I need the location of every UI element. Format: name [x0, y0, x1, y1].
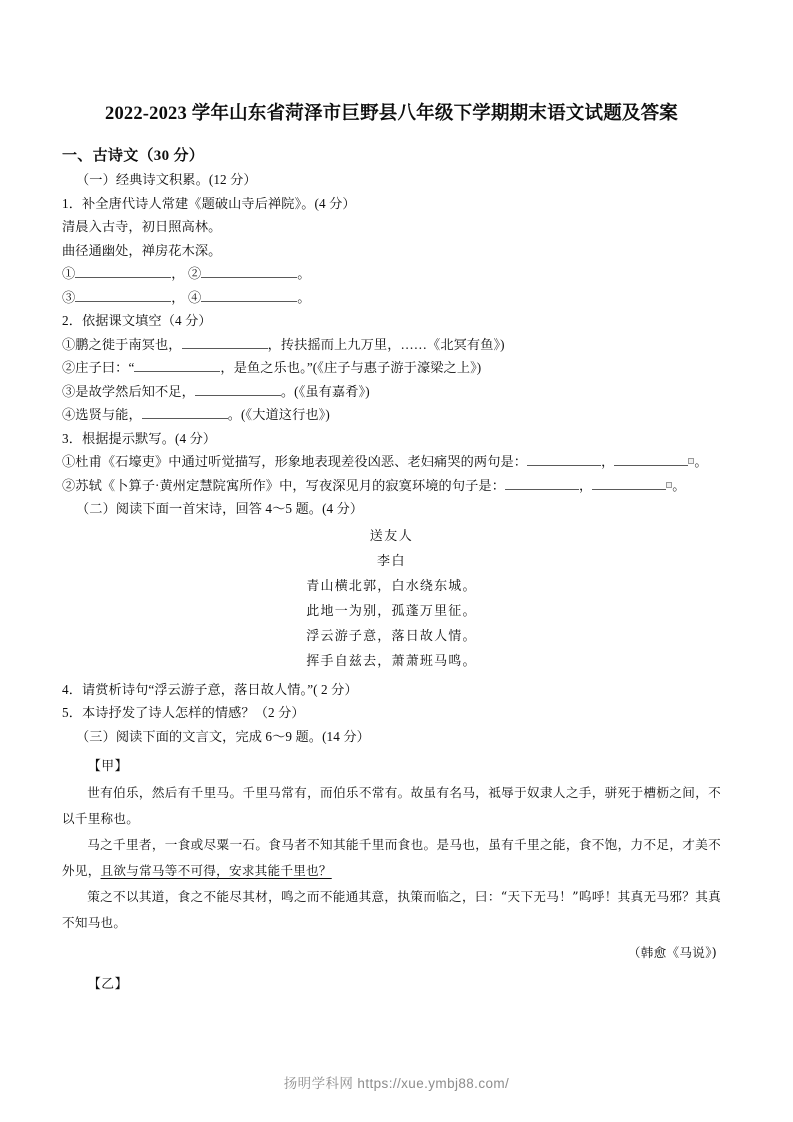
part-two-label: （二）阅读下面一首宋诗，回答 4～5 题。(4 分）: [76, 501, 364, 517]
item-separator: ，: [601, 454, 615, 470]
blank-end-2: 。: [297, 289, 311, 305]
item-marker: ③: [62, 383, 76, 399]
question-4-prompt: 4．请赏析诗句“浮云游子意，落日故人情。”( 2 分）: [62, 681, 358, 697]
item-marker: ②: [62, 477, 76, 493]
question-3-item-2: [62, 474, 721, 498]
answer-blank-q2-1[interactable]: [182, 334, 268, 348]
item-text-after: 。(《虽有嘉肴》): [280, 383, 370, 399]
passage-jia-paragraph-1: 世有伯乐，然后有千里马。千里马常有，而伯乐不常有。故虽有名马，祗辱于奴隶人之手，骈死于槽枥之间，不以千里称也。: [62, 785, 721, 827]
answer-blank-q3-2a[interactable]: [505, 475, 579, 489]
item-separator: ，: [579, 477, 593, 493]
answer-blank-4[interactable]: [201, 287, 297, 301]
item-marker: ①: [62, 336, 76, 352]
answer-blank-2[interactable]: [201, 264, 297, 278]
answer-blank-q3-1a[interactable]: [527, 452, 601, 466]
poem-line: 青山横北郭，白水绕东城。: [306, 578, 477, 594]
item-marker: ④: [62, 407, 76, 423]
item-marker: ②: [62, 360, 76, 376]
question-2-item-3: [62, 380, 721, 404]
question-1-blank-row-1: [62, 262, 721, 286]
item-text-after: ，抟扶摇而上九万里，……《北冥有鱼》): [267, 336, 505, 352]
question-2-item-4: [62, 403, 721, 427]
passage-jia-tag: 【甲】: [88, 759, 128, 775]
item-text-before: 是故学然后知不足，: [75, 383, 195, 399]
answer-blank-3[interactable]: [75, 287, 171, 301]
question-1-prompt: 1．补全唐代诗人常建《题破山寺后禅院》。(4 分）: [62, 195, 356, 211]
question-1-given-line-2: 曲径通幽处，禅房花木深。: [62, 242, 222, 258]
part-one-label: （一）经典诗文积累。(12 分）: [76, 172, 257, 188]
item-end: 。: [694, 454, 708, 470]
question-2-item-1: [62, 333, 721, 357]
question-2-item-2: [62, 356, 721, 380]
item-text-after: ，是鱼之乐也。”(《庄子与惠子游于濠梁之上》): [220, 360, 482, 376]
question-1-blank-row-2: [62, 286, 721, 310]
poem-author: 李白: [376, 553, 406, 569]
passage-jia-attribution: （韩愈《马说》): [627, 945, 717, 961]
item-text: 杜甫《石壕吏》中通过听觉描写，形象地表现差役凶恶、老妇痛哭的两句是：: [75, 454, 528, 470]
footer-watermark: 扬明学科网 https://xue.ymbj88.com/: [283, 1076, 510, 1091]
section-heading-one: 一、古诗文（30 分）: [62, 148, 205, 165]
blank-marker-2: ②: [188, 266, 202, 282]
question-3-item-1: [62, 450, 721, 474]
passage-yi-tag: 【乙】: [88, 977, 128, 993]
item-text-before: 庄子曰：“: [75, 360, 135, 376]
answer-blank-q2-3[interactable]: [195, 381, 281, 395]
question-3-prompt: 3．根据提示默写。(4 分）: [62, 430, 217, 446]
page-title: 2022-2023 学年山东省菏泽市巨野县八年级下学期期末语文试题及答案: [105, 104, 678, 124]
poem-block: [62, 524, 721, 674]
item-marker: ①: [62, 454, 76, 470]
blank-separator-2: ，: [171, 289, 185, 305]
poem-line: 此地一为别，孤蓬万里征。: [306, 603, 477, 619]
blank-separator-1: ，: [171, 266, 185, 282]
paragraph-2-text: 马之千里者，一食或尽粟一石。食马者不知其能千里而食也。是马也，虽有千里之能，食不饱，力不足，才美不外见，: [62, 837, 721, 879]
item-text-before: 鹏之徙于南冥也，: [75, 336, 182, 352]
passage-jia-paragraph-2: [62, 832, 721, 884]
answer-blank-q3-2b[interactable]: [592, 475, 666, 489]
blank-marker-4: ④: [188, 289, 202, 305]
blank-marker-1: ①: [62, 266, 76, 282]
item-end: 。: [672, 477, 686, 493]
question-1-given-line-1: 清晨入古寺，初日照高林。: [62, 219, 222, 235]
item-text: 苏轼《卜算子·黄州定慧院寓所作》中，写夜深见月的寂寞环境的句子是：: [75, 477, 505, 493]
question-5-prompt: 5．本诗抒发了诗人怎样的情感？（2 分）: [62, 705, 305, 721]
paragraph-2-underlined-text: 且欲与常马等不可得，安求其能千里也？: [100, 863, 332, 879]
passage-jia-paragraph-3: 策之不以其道，食之不能尽其材，鸣之而不能通其意，执策而临之，曰：“天下无马！”呜呼！其真无马邪？其真不知马也。: [62, 889, 721, 931]
answer-blank-1[interactable]: [75, 264, 171, 278]
part-three-label: （三）阅读下面的文言文，完成 6～9 题。(14 分）: [76, 728, 370, 744]
poem-line: 浮云游子意，落日故人情。: [306, 628, 477, 644]
poem-title: 送友人: [369, 528, 414, 544]
blank-marker-3: ③: [62, 289, 76, 305]
answer-blank-q3-1b[interactable]: [614, 452, 688, 466]
item-text-after: 。(《大道这行也》): [227, 407, 330, 423]
item-text-before: 选贤与能，: [75, 407, 142, 423]
question-2-prompt: 2．依据课文填空（4 分）: [62, 313, 212, 329]
answer-blank-q2-4[interactable]: [142, 405, 228, 419]
answer-blank-q2-2[interactable]: [134, 358, 220, 372]
poem-line: 挥手自兹去，萧萧班马鸣。: [306, 653, 477, 669]
blank-end-1: 。: [297, 266, 311, 282]
